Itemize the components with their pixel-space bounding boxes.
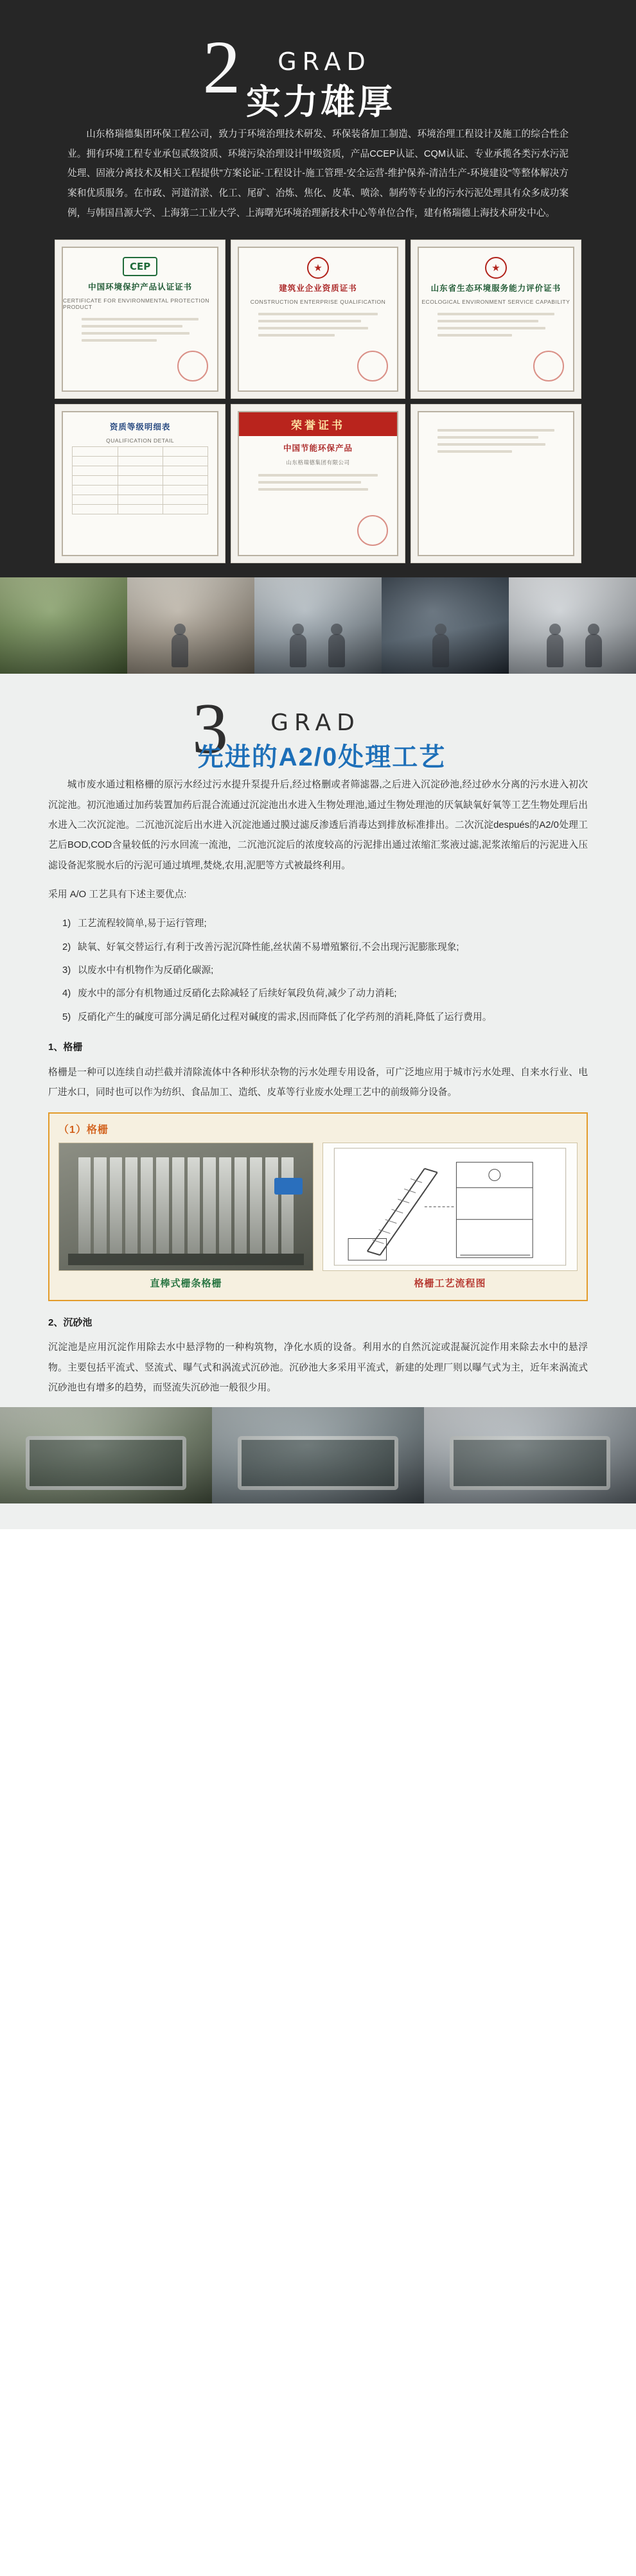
certificate-row-top [55, 240, 581, 404]
section-number: 3 [192, 689, 228, 769]
section-number: 2 [202, 25, 241, 109]
certificate-title: 中国环境保护产品认证证书 [88, 283, 193, 292]
engineer-computer-photo [382, 577, 509, 674]
certificate-eco-service [411, 240, 581, 399]
sedimentation-tank-photo-3 [424, 1407, 636, 1503]
certificate-qualification-table [55, 404, 225, 563]
workshop-photo [127, 577, 254, 674]
list-item: 缺氧、好氧交替运行,有利于改善污泥沉降性能,丝状菌不易增殖繁衍,不会出现污泥膨胀现象; [78, 942, 459, 952]
process-body [48, 775, 588, 1103]
process-paragraph: 城市废水通过粗格栅的原污水经过污水提升泵提升后,经过格删或者筛滤器,之后进入沉淀砂池,经过砂水分离的污水进入初次沉淀池。初沉池通过加药装置加药后混合流通过沉淀池出水进入生物处理池,通过生物处理池的厌氧缺氧好氧等工艺生物处理后出水进入二次沉淀池。二沉池沉淀后出水进入沉淀池通过膜过滤反渗透后消毒达到排放标准排出。二次沉淀después的A2/0处理工艺后BOD,COD含量较低的污水回流一流池，二沉池沉淀后的浓度较高的污泥排出通过浓缩汇浆液过滤,泥浆浓缩后的污泥进入压滤设备泥浆脱水后的污泥可通过填埋,焚烧,农用,泥肥等方式被最终利用。 [48, 780, 588, 871]
motor-icon [274, 1178, 303, 1195]
certificate-honor [231, 404, 405, 563]
honor-banner: 荣誉证书 [239, 412, 397, 436]
award-emblem-icon [485, 257, 507, 279]
plant-exterior-photo [0, 577, 127, 674]
topic-text-grit-chamber: 沉淀池是应用沉淀作用除去水中悬浮物的一种构筑物，净化水质的设备。利用水的自然沉淀或混凝沉淀作用来除去水中的悬浮物。主要包括平流式、竖流式、曝气式和涡流式沉砂池。沉砂池大多采用平流式，新建的处理厂则以曝气式为主，近年来涡流式沉砂池也有增多的趋势，而竖流失沉砂池一般很少用。 [48, 1342, 588, 1394]
company-photo-strip [0, 577, 636, 674]
certificate-row-bottom [55, 404, 581, 568]
bar-screen-diagram [322, 1143, 578, 1271]
certificate-title: 资质等级明细表 [109, 423, 171, 432]
figure-cell-photo [58, 1143, 314, 1290]
certificate-text-lines [258, 313, 378, 341]
figure-cell-diagram [322, 1143, 578, 1290]
sedimentation-tank-photo-1 [0, 1407, 212, 1503]
certificate-text-lines [258, 474, 378, 495]
certificate-cep [55, 240, 225, 399]
certificate-subtitle: CERTIFICATE FOR ENVIRONMENTAL PROTECTION PRODUCT [63, 297, 209, 310]
sedimentation-photo-strip [0, 1407, 636, 1503]
brand-logo-text: GRAD [270, 710, 360, 737]
company-description: 山东格瑞德集团环保工程公司，致力于环境治理技术研发、环保装备加工制造、环境治理工程设计及施工的综合性企业。拥有环境工程专业承包贰级资质、环境污染治理设计甲级资质，产品CCEP认证、CQM认证、专业承揽各类污水污泥处理、固液分离技术及相关工程提供"方案论证-工程设计-施工管理-安全运营-维护保养-清洁生产-环境建设"等整体解决方案和优质服务。在市政、河道清淤、化工、尾矿、冶炼、焦化、皮革、喷涂、制药等专业的污水污泥处理具有众多成功案例，与韩国昌源大学、上海第二工业大学、上海曙光环境治理新技术中心等单位合作，建有格瑞德上海技术研发中心。 [67, 129, 569, 218]
red-stamp-icon [357, 351, 388, 381]
grille-figure-box [48, 1112, 588, 1301]
bar-screen-photo [58, 1143, 314, 1271]
red-stamp-icon [357, 515, 388, 546]
topic-text-grille: 格栅是一种可以连续自动拦截并清除流体中各种形状杂物的污水处理专用设备，可广泛地应用于城市污水处理、自来水行业、电厂进水口，同时也可以作为纺织、食品加工、造纸、皮革等行业废水处理工艺中的前级筛分设备。 [48, 1067, 588, 1098]
laboratory-photo [509, 577, 636, 674]
brand-logo-text: GRAD [278, 48, 371, 76]
section-process-header [0, 689, 636, 775]
process-body-2 [48, 1313, 588, 1399]
certificate-text-lines [437, 313, 555, 341]
qualification-table [72, 446, 208, 514]
national-emblem-icon [307, 257, 329, 279]
topic-heading-grit-chamber: 2、沉砂池 [48, 1317, 93, 1328]
list-item: 工艺流程较简单,易于运行管理; [78, 918, 207, 929]
advantages-list [48, 914, 588, 1027]
certificate-title: 山东省生态环境服务能力评价证书 [430, 284, 561, 294]
platform-icon [68, 1254, 304, 1265]
certificate-construction [231, 240, 405, 399]
certificate-subtitle: CONSTRUCTION ENTERPRISE QUALIFICATION [250, 298, 386, 305]
red-stamp-icon [533, 351, 564, 381]
advantages-intro: 采用 A/O 工艺具有下述主要优点: [48, 889, 187, 900]
page-title: 先进的A2/0处理工艺 [197, 743, 446, 772]
figure-box-title: （1）格栅 [58, 1124, 109, 1135]
figure-caption: 格栅工艺流程图 [414, 1277, 486, 1289]
certificate-subtitle: QUALIFICATION DETAIL [106, 437, 175, 444]
sedimentation-tank-photo-2 [212, 1407, 424, 1503]
section-process [0, 674, 636, 1529]
list-item: 反硝化产生的碱度可部分满足硝化过程对碱度的需求,因而降低了化学药剂的消耗,降低了运行费用。 [78, 1012, 492, 1022]
certificate-subtitle: ECOLOGICAL ENVIRONMENT SERVICE CAPABILITY [421, 298, 570, 305]
page-title: 实力雄厚 [246, 83, 395, 121]
certificate-title: 中国节能环保产品 [283, 444, 353, 453]
process-flow-diagram-icon [323, 1143, 577, 1270]
section-strength [0, 0, 636, 674]
list-item: 废水中的部分有机物通过反硝化去除减轻了后续好氧段负荷,减少了动力消耗; [78, 988, 397, 999]
certificate-placeholder [411, 404, 581, 563]
bar-screen-bars-icon [78, 1157, 294, 1254]
topic-heading-grille: 1、格栅 [48, 1042, 83, 1053]
certificate-company: 山东格瑞德集团有限公司 [286, 459, 350, 466]
figure-caption: 直棒式栅条格栅 [150, 1277, 222, 1289]
cep-seal-icon: CEP [123, 257, 157, 276]
certificate-title: 建筑业企业资质证书 [279, 284, 357, 294]
certificate-text-lines [82, 318, 199, 346]
section-strength-header [0, 25, 636, 122]
certificate-text-lines [437, 429, 555, 457]
list-item: 以废水中有机物作为反硝化碳源; [78, 965, 214, 976]
office-meeting-photo [254, 577, 382, 674]
